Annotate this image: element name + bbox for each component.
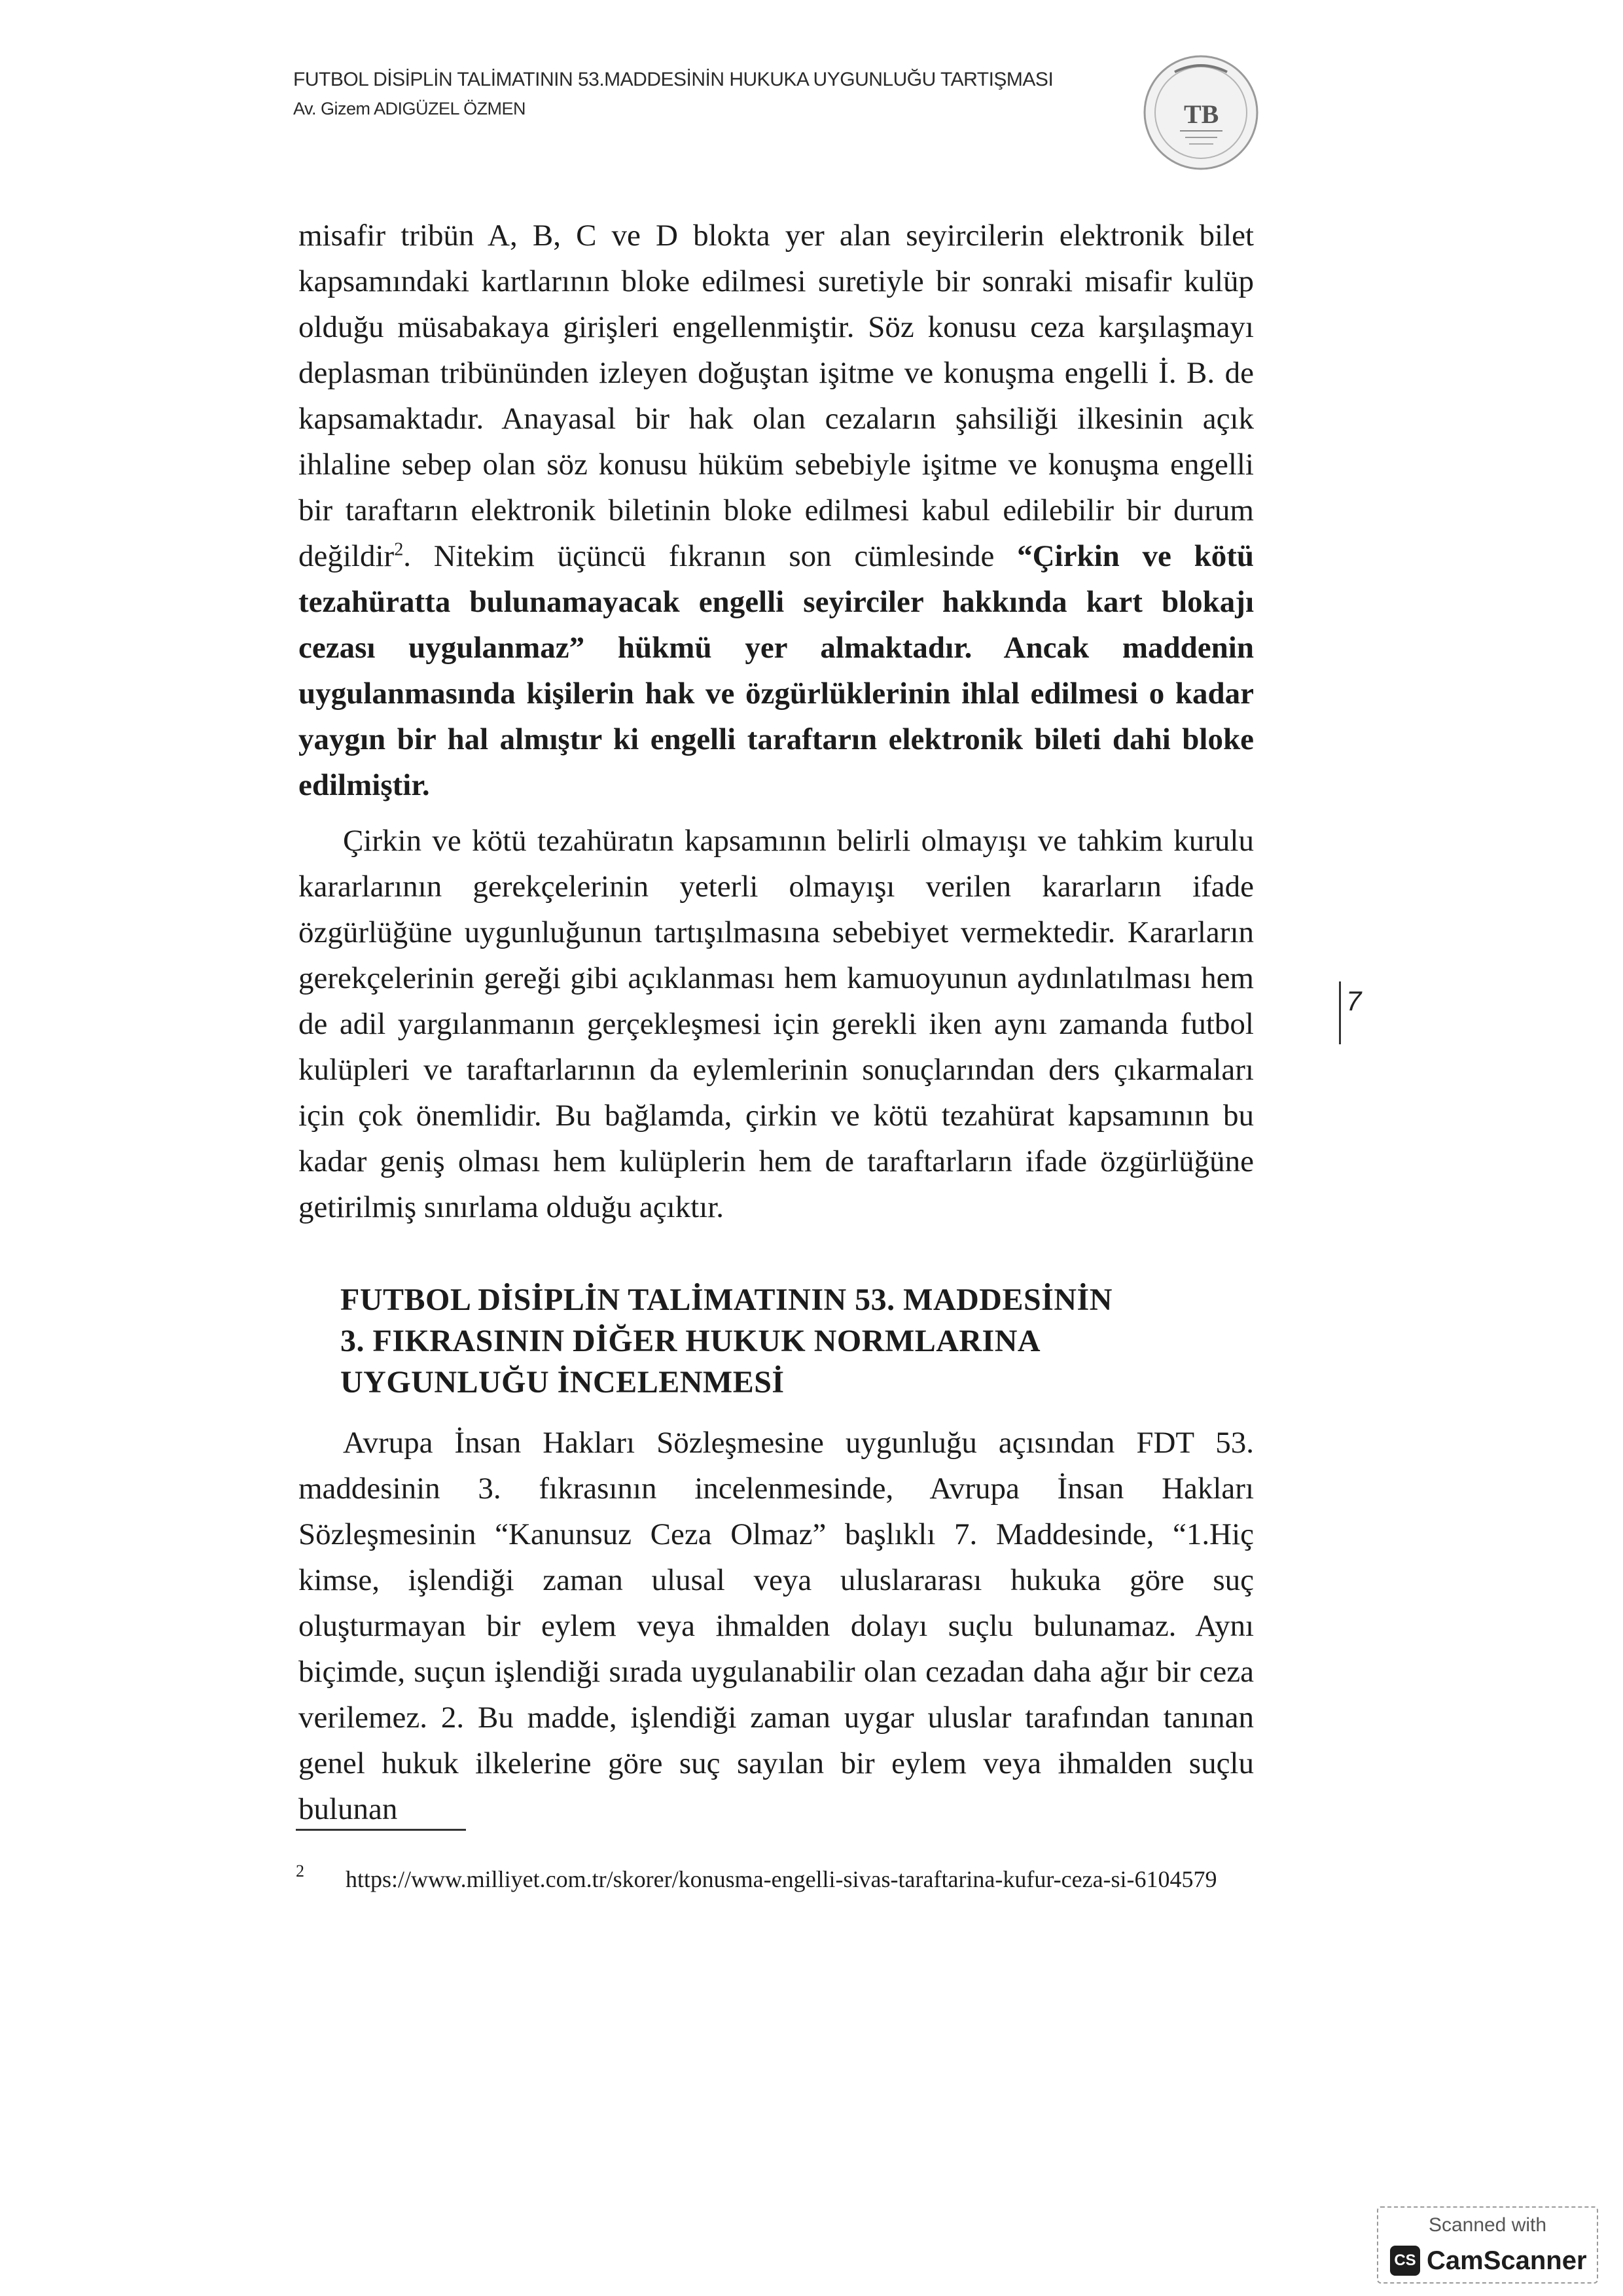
camscanner-icon: CS: [1390, 2246, 1420, 2276]
paragraph-1-text-continued: . Nitekim üçüncü fıkranın son cümlesinde: [403, 539, 1018, 573]
camscanner-watermark: [1377, 2206, 1598, 2284]
header-title: FUTBOL DİSİPLİN TALİMATININ 53.MADDESİNİN HUKUKA UYGUNLUĞU TARTIŞMASI: [293, 69, 1054, 90]
running-header: [293, 65, 1275, 123]
footnote-reference: 2: [394, 539, 404, 560]
section-heading: [340, 1279, 1257, 1403]
footnote-mark: 2: [296, 1862, 304, 1881]
page-number: 7: [1339, 981, 1361, 1044]
camscanner-brand: [1390, 2246, 1587, 2276]
section-heading-line-1: FUTBOL DİSİPLİN TALİMATININ 53. MADDESİNİN: [340, 1282, 1113, 1317]
header-author: Av. Gizem ADIGÜZEL ÖZMEN: [293, 99, 526, 118]
paragraph-3: Avrupa İnsan Hakları Sözleşmesine uygunluğu açısından FDT 53. maddesinin 3. fıkrasının incelenmesinde, Avrupa İnsan Hakları Sözleşmesinin “Kanunsuz Ceza Olmaz” başlıklı 7. Maddesinde, “1.Hiç kimse, işlendiği zaman ulusal veya uluslararası hukuka göre suç oluşturmayan bir eylem veya ihmalden dolayı suçlu bulunamaz. Aynı biçimde, suçun işlendiği sırada uygulanabilir olan cezadan daha ağır bir ceza verilemez. 2. Bu madde, işlendiği zaman uygar uluslar tarafından tanınan genel hukuk ilkelerine göre suç sayılan bir eylem veya ihmalden suçlu bulunan: [298, 1426, 1254, 1826]
footnote: [296, 1863, 1258, 1895]
scanned-with-label: Scanned with: [1428, 2214, 1547, 2236]
paragraph-1-bold-quote: “Çirkin ve kötü tezahüratta bulunamayacak engelli seyirciler hakkında kart blokajı cezası uygulanmaz” hükmü yer almaktadır. Ancak maddenin uygulanmasında kişilerin hak ve özgürlüklerinin ihlal edilmesi o kadar yaygın bir hal almıştır ki engelli taraftarın elektronik bileti dahi bloke edilmiştir.: [298, 539, 1254, 802]
section-heading-line-3: UYGUNLUĞU İNCELENMESİ: [340, 1365, 785, 1400]
svg-text:TB: TB: [1184, 99, 1219, 129]
paragraph-1: [298, 213, 1254, 808]
paragraph-1-text: misafir tribün A, B, C ve D blokta yer alan seyircilerin elektronik bilet kapsamındaki kartlarının bloke edilmesi suretiyle bir sonraki misafir kulüp olduğu müsabakaya girişleri engellenmiştir. Söz konusu ceza karşılaşmayı deplasman tribününden izleyen doğuştan işitme ve konuşma engelli İ. B. de kapsamaktadır. Anayasal bir hak olan cezaların şahsiliği ilkesinin açık ihlaline sebep olan söz konusu hüküm sebebiyle işitme ve konuşma engelli bir taraftarın elektronik biletinin bloke edilmesi kabul edilebilir bir durum değildir: [298, 219, 1254, 573]
section-heading-line-2: 3. FIKRASININ DİĞER HUKUK NORMLARINA: [340, 1324, 1041, 1358]
camscanner-name: CamScanner: [1427, 2246, 1587, 2275]
paragraph-2: Çirkin ve kötü tezahüratın kapsamının belirli olmayışı ve tahkim kurulu kararlarının gerekçelerinin yeterli olmayışı verilen kararların ifade özgürlüğüne uygunluğunun tartışılmasına sebebiyet vermektedir. Kararların gerekçelerinin gereği gibi açıklanması hem kamuoyunun aydınlatılması hem de adil yargılanmanın gerçekleşmesi için gerekli iken aynı zamanda futbol kulüpleri ve taraftarlarının da eylemlerinin sonuçlarından ders çıkarmaları için çok önemlidir. Bu bağlamda, çirkin ve kötü tezahürat kapsamının bu kadar geniş olması hem kulüplerin hem de taraftarların ifade özgürlüğüne getirilmiş sınırlama olduğu açıktır.: [298, 824, 1254, 1224]
footnote-divider: [296, 1829, 466, 1831]
footnote-url: https://www.milliyet.com.tr/skorer/konusma-engelli-sivas-taraftarina-kufur-ceza-si-6104579: [346, 1866, 1217, 1892]
bar-association-logo-icon: [1141, 52, 1262, 173]
